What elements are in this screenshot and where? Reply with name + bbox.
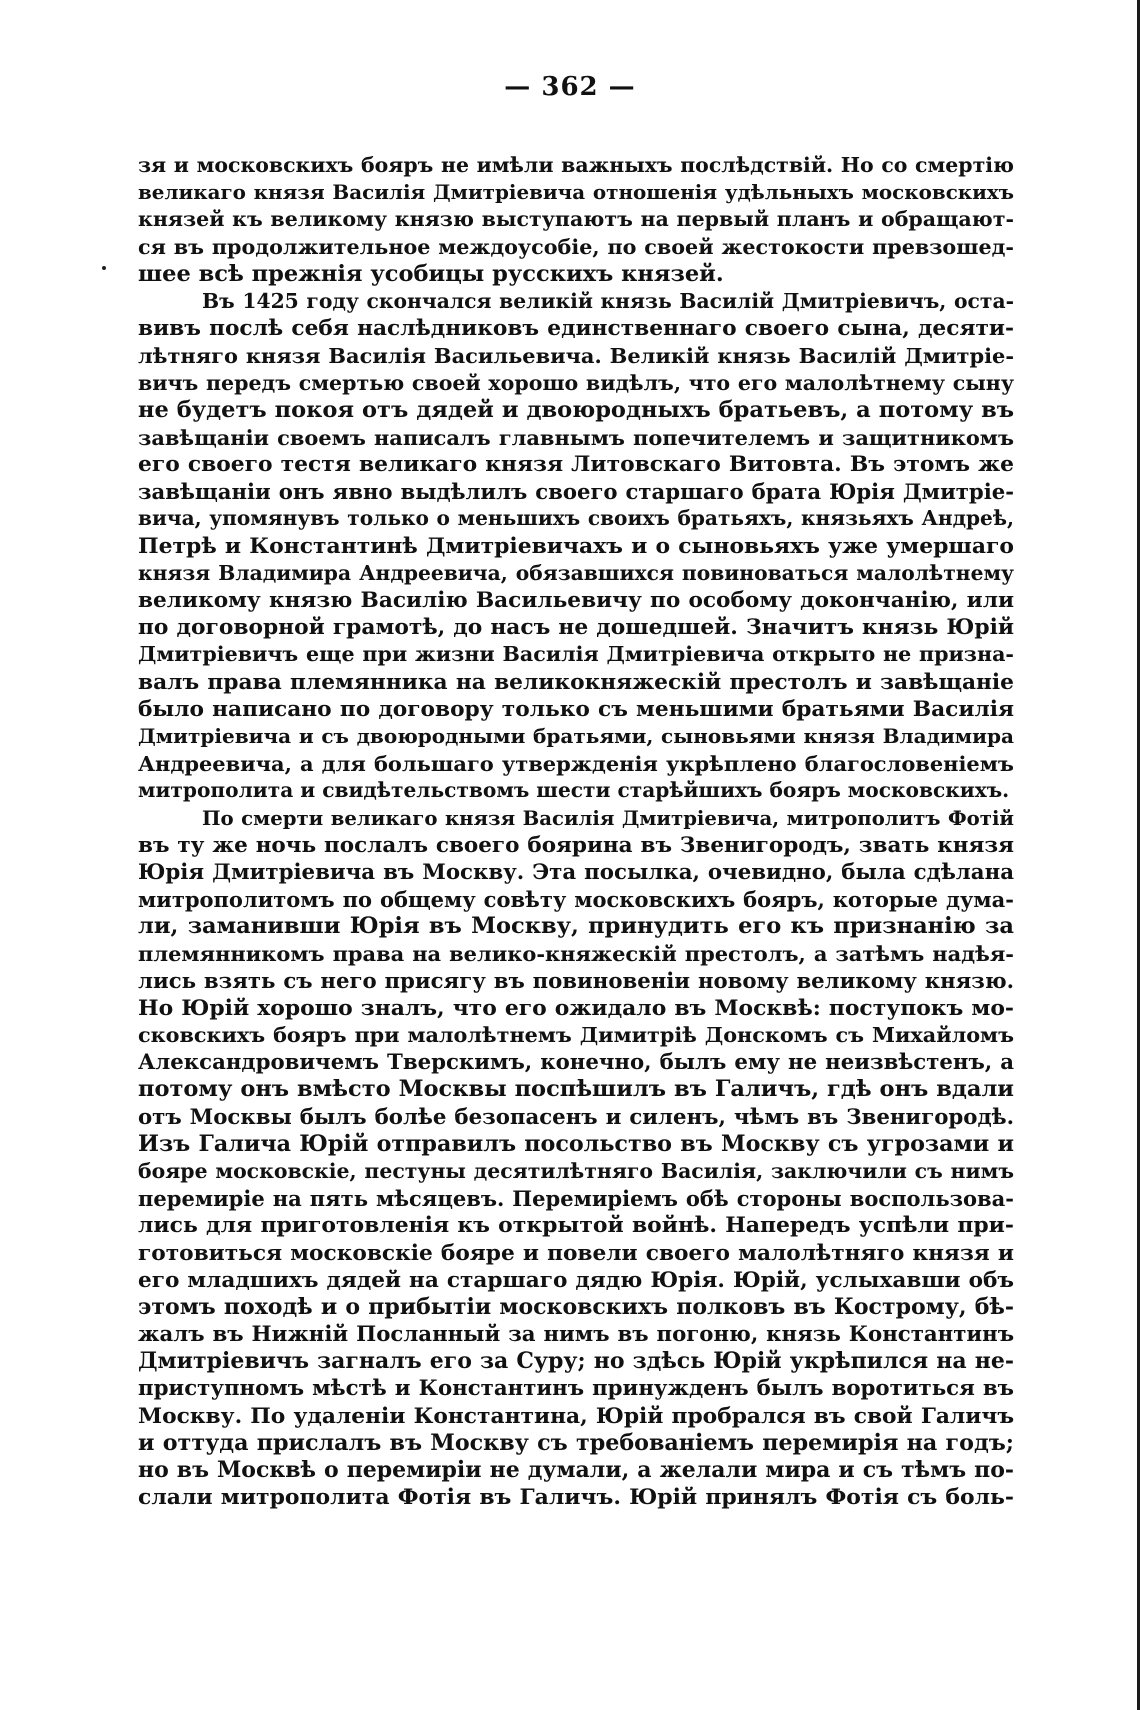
text-line: Въ 1425 году скончался великій князь Василій Дмитріевичъ, оста-: [202, 288, 1014, 313]
page-number: — 362 —: [504, 72, 636, 102]
text-line: его своего тестя великаго князя Литовскаго Витовта. Въ этомъ же: [138, 452, 1014, 478]
text-line: слали митрополита Фотія въ Галичъ. Юрій принялъ Фотія съ боль-: [138, 1484, 1014, 1511]
text-line: бояре московскіе, пестуны десятилѣтняго Василія, заключили съ нимъ: [138, 1158, 1014, 1183]
text-line: не будетъ покоя отъ дядей и двоюродныхъ братьевъ, а потому въ: [138, 396, 1014, 423]
text-line: лись взять съ него присягу въ повиновеніи новому великому князю.: [138, 968, 1014, 994]
text-line: но въ Москвѣ о перемиріи не думали, а желали мира и съ тѣмъ по-: [138, 1457, 1014, 1483]
text-line: князя Владимира Андреевича, обязавшихся повиноваться малолѣтнему: [138, 560, 1014, 585]
text-line: отъ Москвы былъ болѣе безопасенъ и силенъ, чѣмъ въ Звенигородѣ.: [138, 1104, 1014, 1130]
text-line: валъ права племянника на великокняжескій престолъ и завѣщаніе: [138, 669, 1014, 695]
text-line: перемиріе на пять мѣсяцевъ. Перемиріемъ обѣ стороны воспользова-: [138, 1186, 1014, 1212]
text-line: Петрѣ и Константинѣ Дмитріевичахъ и о сыновьяхъ уже умершаго: [138, 532, 1014, 559]
text-line: Александровичемъ Тверскимъ, конечно, былъ ему не неизвѣстенъ, а: [138, 1050, 1014, 1076]
text-line: митрополитомъ по общему совѣту московскихъ бояръ, которые дума-: [138, 887, 1014, 913]
text-line: Но Юрій хорошо зналъ, что его ожидало въ Москвѣ: поступокъ мо-: [138, 994, 1014, 1021]
text-line: великаго князя Василія Дмитріевича отношенія удѣльныхъ московскихъ: [138, 180, 1014, 205]
body-text: [138, 152, 1014, 1511]
text-line: этомъ походѣ и о прибытіи московскихъ полковъ въ Кострому, бѣ-: [138, 1293, 1014, 1320]
text-line: вичъ передъ смертью своей хорошо видѣлъ, что его малолѣтнему сыну: [138, 370, 1014, 395]
text-line: лись для приготовленія къ открытой войнѣ. Напередъ успѣли при-: [138, 1212, 1014, 1239]
text-line: и оттуда прислалъ въ Москву съ требованіемъ перемирія на годъ;: [138, 1429, 1014, 1456]
text-line: по договорной грамотѣ, до насъ не дошедшей. Значитъ князь Юрій: [138, 615, 1014, 641]
text-line: великому князю Василію Васильевичу по особому докончанію, или: [138, 588, 1014, 613]
text-line: завѣщаніи своемъ написалъ главнымъ попечителемъ и защитникомъ: [138, 424, 1014, 450]
text-line: Юрія Дмитріевича въ Москву. Эта посылка, очевидно, была сдѣлана: [138, 859, 1014, 885]
text-line: въ ту же ночь послалъ своего боярина въ Звенигородъ, звать князя: [138, 832, 1014, 858]
text-line: жалъ въ Нижній Посланный за нимъ въ погоню, князь Константинъ: [138, 1322, 1014, 1348]
text-line: Дмитріевича и съ двоюродными братьями, сыновьями князя Владимира: [138, 723, 1014, 748]
text-line: ли, заманивши Юрія въ Москву, принудить его къ признанію за: [138, 913, 1014, 940]
text-line: вивъ послѣ себя наслѣдниковъ единственнаго своего сына, десяти-: [138, 316, 1014, 342]
text-line: Андреевича, а для большаго утвержденія укрѣплено благословеніемъ: [138, 751, 1014, 777]
text-line: Москву. По удаленіи Константина, Юрій пробрался въ свой Галичъ: [138, 1403, 1014, 1429]
text-line: было написано по договору только съ меньшими братьями Василія: [138, 696, 1014, 722]
text-line: Изъ Галича Юрій отправилъ посольство въ Москву съ угрозами и: [138, 1130, 1014, 1157]
text-line: Дмитріевичъ загналъ его за Суру; но здѣсь Юрій укрѣпился на не-: [138, 1348, 1014, 1375]
text-line: завѣщаніи онъ явно выдѣлилъ своего старшаго брата Юрія Дмитріе-: [138, 479, 1014, 505]
text-line: племянникомъ права на велико-княжескій престолъ, а затѣмъ надѣя-: [138, 941, 1014, 967]
text-line: Дмитріевичъ еще при жизни Василія Дмитріевича открыто не призна-: [138, 642, 1014, 667]
text-line: потому онъ вмѣсто Москвы поспѣшилъ въ Галичъ, гдѣ онъ вдали: [138, 1076, 1014, 1103]
text-line: вича, упомянувъ только о меньшихъ своихъ братьяхъ, князьяхъ Андреѣ,: [138, 506, 1014, 531]
text-line: лѣтняго князя Василія Васильевича. Великій князь Василій Дмитріе-: [138, 343, 1014, 369]
text-line: князей къ великому князю выступаютъ на первый планъ и обращают-: [138, 207, 1014, 232]
text-line: шее всѣ прежнія усобицы русскихъ князей.: [138, 260, 724, 287]
text-line: По смерти великаго князя Василія Дмитріевича, митрополитъ Фотій: [202, 806, 1014, 830]
text-line: зя и московскихъ бояръ не имѣли важныхъ послѣдствій. Но со смертію: [138, 153, 1014, 177]
text-line: его младшихъ дядей на старшаго дядю Юрія. Юрій, услыхавши объ: [138, 1267, 1014, 1293]
text-line: сковскихъ бояръ при малолѣтнемъ Димитріѣ Донскомъ съ Михайломъ: [138, 1023, 1014, 1047]
text-line: митрополита и свидѣтельствомъ шести старѣйшихъ бояръ московскихъ.: [138, 778, 1010, 803]
text-line: приступномъ мѣстѣ и Константинъ принужденъ былъ воротиться въ: [138, 1376, 1014, 1402]
text-line: готовиться московскіе бояре и повели своего малолѣтняго князя и: [138, 1240, 1014, 1266]
text-line: ся въ продолжительное междоусобіе, по своей жестокости превзошед-: [138, 234, 1014, 259]
margin-mark: [102, 266, 106, 270]
